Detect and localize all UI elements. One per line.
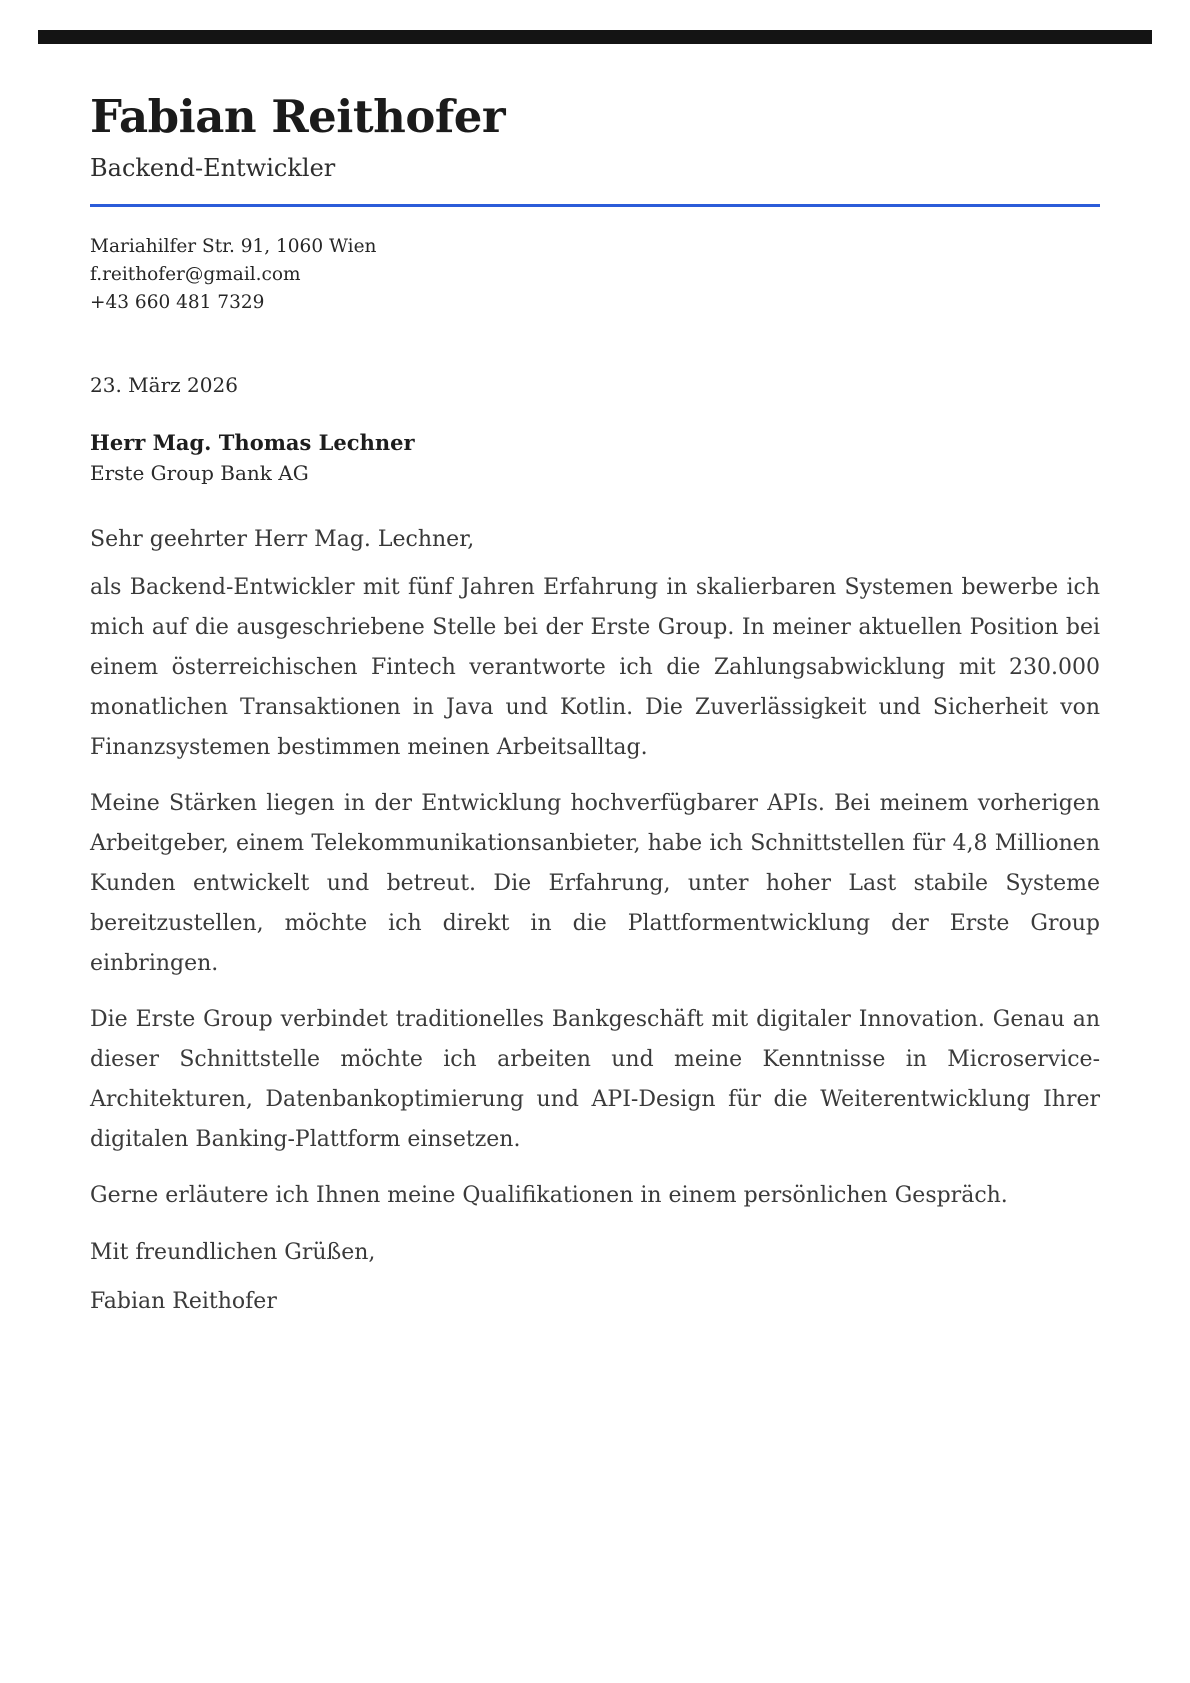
salutation: Sehr geehrter Herr Mag. Lechner, <box>90 526 475 552</box>
decorative-top-bar <box>38 30 1152 44</box>
body-paragraph-1: als Backend-Entwickler mit fünf Jahren Erfahrung in skalierbaren Systemen bewerbe ich mich auf die ausgeschriebene Stelle bei der Erste Group. In meiner aktuellen Position bei einem österreichischen Fintech verantworte ich die Zahlungsabwicklung mit 230.000 monatlichen Transaktionen in Java und Kotlin. Die Zuverlässigkeit und Sicherheit von Finanzsystemen bestimmen meinen Arbeitsalltag. <box>90 574 1100 760</box>
sender-job-title: Backend-Entwickler <box>90 153 336 182</box>
body-paragraph-3: Die Erste Group verbindet traditionelles Bankgeschäft mit digitaler Innovation. Genau an dieser Schnittstelle möchte ich arbeiten und meine Kenntnisse in Microservice-Architekturen, Datenbankoptimierung und API-Design für die Weiterentwicklung Ihrer digitalen Banking-Plattform einsetzen. <box>90 1006 1100 1152</box>
contact-block <box>90 233 1100 317</box>
letter-date: 23. März 2026 <box>90 372 238 397</box>
signature-name: Fabian Reithofer <box>90 1288 277 1314</box>
sender-name-heading: Fabian Reithofer <box>90 90 506 143</box>
body-paragraph-2: Meine Stärken liegen in der Entwicklung hochverfügbarer APIs. Bei meinem vorherigen Arbeitgeber, einem Telekommunikationsanbieter, habe ich Schnittstellen für 4,8 Millionen Kunden entwickelt und betreut. Die Erfahrung, unter hoher Last stabile Systeme bereitzustellen, möchte ich direkt in die Plattformentwicklung der Erste Group einbringen. <box>90 790 1100 976</box>
recipient-name: Herr Mag. Thomas Lechner <box>90 429 415 455</box>
contact-email: f.reithofer@gmail.com <box>90 263 301 285</box>
contact-address: Mariahilfer Str. 91, 1060 Wien <box>90 235 377 257</box>
closing-phrase: Mit freundlichen Grüßen, <box>90 1239 376 1265</box>
contact-phone: +43 660 481 7329 <box>90 291 265 313</box>
accent-divider <box>90 204 1100 207</box>
recipient-block <box>90 427 1100 489</box>
body-paragraph-4: Gerne erläutere ich Ihnen meine Qualifikationen in einem persönlichen Gespräch. <box>90 1182 1008 1208</box>
letter-content <box>38 92 1152 1314</box>
recipient-company: Erste Group Bank AG <box>90 460 309 485</box>
